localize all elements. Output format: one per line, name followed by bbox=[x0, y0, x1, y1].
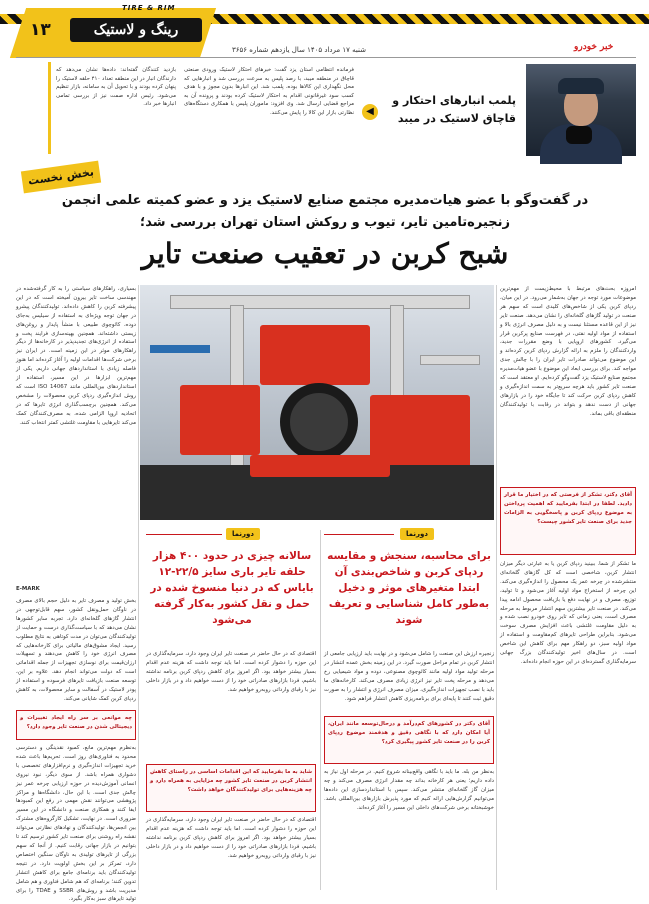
column-mid-left-answer: اقتصادی که در حال حاضر در صنعت تایر ایران وجود دارد، سرمایه‌گذاری در این حوزه را دشوار کرده است. اما باید توجه داشت که هزینه عدم اقدام بسیار بیشتر خواهد بود. اگر امروز برای کاهش ردپای کربن برنامه نداشته باشیم، فردا بازارهای صادراتی خود را از دست خواهیم داد و در بازار داخلی نیز با رقبای وارداتی روبه‌رو خواهیم شد. bbox=[146, 817, 316, 859]
column-divider bbox=[138, 285, 139, 890]
strip-accent-bar bbox=[48, 62, 51, 154]
strip-headline[interactable]: پلمب انبارهای احتکار و قاچاق لاستیک در میبد bbox=[392, 94, 516, 125]
page-header bbox=[0, 0, 649, 60]
column-left-intro: بسیاری، راهکارهای سیاستی را به کار گرفته‌شده در مهندسی ساخت تایر بیرون آمیخته است که در این پیشرفته کربن را کاهش داده‌اند. تولیدکنندگان پیشرو در جهان توجه ویژه‌ای به استفاده از سیلیس به‌جای دوده، کائوچوی طبیعی با منشأ پایدار و روغن‌های زیستی داشته‌اند. همچنین بهینه‌سازی فرایند پخت و استفاده از انرژی‌های تجدیدپذیر در کارخانه‌ها از دیگر راهکارهای موثر در این زمینه است. در ایران نیز برخی شرکت‌ها اقدامات اولیه را آغاز کرده‌اند اما هنوز فاصله زیادی با استانداردهای جهانی داریم. یکی از مهم‌ترین ابزارها در این مسیر، استفاده از استانداردهای بین‌المللی مانند ISO 14067 است که روش اندازه‌گیری ردپای کربن محصولات را مشخص می‌کند. همچنین برچسب‌گذاری انرژی تایرها که در اتحادیه اروپا الزامی شده، به مصرف‌کنندگان کمک می‌کند تایرهایی با مقاومت غلتشی کمتر انتخاب کنند. bbox=[16, 286, 136, 426]
pullquote-rule bbox=[324, 534, 394, 535]
issue-date: شنبه ۱۷ مرداد ۱۴۰۵ سال یازدهم شماره ۳۶۵۶ bbox=[232, 46, 366, 54]
column-mid-right: زنجیره ارزش این صنعت را شامل می‌شود و در نهایت باید ارزیابی جامعی از انتشار کربن در تمام مراحل صورت گیرد. در این زمینه بخش عمده انتشار در مرحله تولید مواد اولیه مانند کائوچوی مصنوعی، دوده و مواد شیمیایی رخ می‌دهد و مرحله پخت تایر نیز انرژی زیادی مصرف می‌کند. کارخانه‌های ما باید با نصب تجهیزات اندازه‌گیری، میزان مصرف انرژی و انتشار را به صورت دقیق ثبت کنند تا پایه‌ای برای برنامه‌ریزی کاهش انتشار فراهم شود. bbox=[324, 651, 494, 702]
question-box-1: آقای دکتر، تشکر از فرصتی که در اختیار ما قرار دادید. لطفا در ابتدا بفرمایید که اهمیت پرداختن به موضوع ردپای کربن و پاسخگویی به الزامات جدید برای صنعت تایر کشور چیست؟ bbox=[500, 487, 636, 555]
pullquote-tag-left: دورنما bbox=[226, 528, 260, 540]
article-subtitle bbox=[40, 190, 610, 234]
column-divider bbox=[496, 285, 497, 890]
photo-rail bbox=[150, 345, 210, 353]
pullquote-right: برای محاسبه، سنجش و مقایسه ردپای کربن و شاخص‌بندی آن ابتدا متغیرهای موثر و دخیل به‌طور کامل شناسایی و تعریف شوند bbox=[327, 550, 491, 626]
photo-cap bbox=[558, 78, 604, 94]
photo-gantry bbox=[170, 295, 470, 309]
column-left-answer: به‌نظرم مهم‌ترین مانع، کمبود نقدینگی و دسترسی محدود به فناوری‌های روز است. تحریم‌ها باعث شده خرید تجهیزات اندازه‌گیری و نرم‌افزارهای تخصصی با دشواری همراه باشد. از سوی دیگر، نبود نیروی انسانی آموزش‌دیده در حوزه ارزیابی چرخه عمر نیز چالش جدی است. با این حال، دانشگاه‌ها و مراکز پژوهشی می‌توانند نقش مهمی در رفع این کمبودها ایفا کنند و همکاری صنعت و دانشگاه در این مسیر ضروری است. در نهایت، تشکیل کارگروه‌های مشترک بین انجمن‌ها، تولیدکنندگان و نهادهای نظارتی می‌تواند نقشه راه روشنی برای صنعت تایر کشور ترسیم کند تا بتوانیم در بازار جهانی رقابت کنیم. از آنجا که سهم بزرگی از تایرهای تولیدی به ناوگان سنگین اختصاص دارد، تمرکز بر این بخش اولویت دارد. در نتیجه تولیدکنندگان باید برنامه‌ای جامع برای کاهش انتشار تدوین کنند؛ برنامه‌ای که هم شامل فناوری و هم شامل مدیریت باشد و روش‌های SSBR و TDAE را برای تولید تایرهای سبز به‌کار بگیرد. bbox=[16, 745, 136, 903]
pullquote-left: سالانه چیزی در حدود ۴۰۰ هزار حلقه تایر باری سایز ۲۲/۵-۱۲ بایاس که در دنیا منسوخ شده در حمل و نقل کشور به‌کار گرفته می‌شود bbox=[150, 550, 314, 626]
strip-body-b: بازدید کنندگان گفته‌اند: داده‌ها نشان می‌دهد که دارندگان انبار در این منطقه تعداد ۴۱۰ حلقه لاستیک را پنهان کرده بودند و با تحویل آن به سامانه، بازار تنظیم می‌شود. رئیس اداره صمت نیز از بررسی تمامی انبارها خبر داد. bbox=[56, 67, 176, 108]
arrow-left-icon[interactable]: ◀ bbox=[362, 104, 378, 120]
column-mid-left: اقتصادی که در حال حاضر در صنعت تایر ایران وجود دارد، سرمایه‌گذاری در این حوزه را دشوار کرده است. اما باید توجه داشت که هزینه عدم اقدام بسیار بیشتر خواهد بود. اگر امروز برای کاهش ردپای کربن برنامه نداشته باشیم، فردا بازارهای صادراتی خود را از دست خواهیم داد و در بازار داخلی نیز با رقبای وارداتی روبه‌رو خواهیم شد. bbox=[146, 651, 316, 693]
question-box-2: آقای دکتر در کشورهای کم‌درآمد و درحال‌توسعه مانند ایران، آیا امکان دارد که با نگاهی دقیق و هدفمند موضوع ردپای کربن را در صنعت تایر کشور پیگیری کرد؟ bbox=[324, 716, 494, 764]
subtitle-line-1: در گفت‌وگو با عضو هیات‌مدیره مجتمع صنایع لاستیک یزد و عضو کمیته علمی انجمن bbox=[61, 193, 589, 208]
page-number: ۱۳ bbox=[30, 20, 51, 40]
section-logo: رینگ و لاستیک bbox=[70, 18, 202, 42]
microphone-icon bbox=[566, 126, 592, 144]
photo-red-frame bbox=[260, 325, 370, 385]
publisher-logo: خبر خودرو bbox=[574, 42, 614, 52]
section-tag: TIRE & RIM bbox=[122, 4, 176, 12]
subtitle-line-2: زنجیره‌تامین تایر، تیوب و روکش استان تهران بررسی شد؛ bbox=[140, 215, 510, 230]
photo-tire bbox=[280, 383, 358, 461]
column-right-answer: ما تشکر از شما. ببینید ردپای کربن یا به عبارتی دیگر میزان انتشار کربن، شاخصی است که کل گازهای گلخانه‌ای منتشرشده در چرخه عمر یک محصول را اندازه‌گیری می‌کند. این چرخه از استخراج مواد اولیه آغاز می‌شود و تا تولید، توزیع، مصرف و در نهایت دفع یا بازیافت محصول ادامه پیدا می‌کند. در صنعت تایر بیشترین سهم انتشار مربوط به مرحله مصرف است، یعنی زمانی که تایر روی خودرو نصب شده و به دلیل مقاومت غلتشی باعث افزایش مصرف سوخت می‌شود. بنابراین طراحی تایرهای کم‌مقاومت و استفاده از مواد اولیه سبز، دو راهکار مهم برای کاهش این شاخص است. در سال‌های اخیر تولیدکنندگان بزرگ جهانی سرمایه‌گذاری گسترده‌ای در این حوزه انجام داده‌اند. bbox=[500, 561, 636, 665]
emark-label: E-MARK bbox=[16, 586, 40, 592]
pullquote-rule bbox=[146, 534, 222, 535]
series-kicker: بخش نخست bbox=[21, 161, 101, 194]
photo-red-frame bbox=[180, 385, 260, 455]
column-divider bbox=[320, 530, 321, 890]
strip-body-a: فرمانده انتظامی استان یزد گفت: خبرهای احتکار لاستیک ورودی صنعتی قاچاق در منطقه میبد، با رصد پلیس به سرعت بررسی شد و انبارهایی که محل نگهداری این کالاها بوده، پلمب شد. این انبارها بدون مجوز و با هدف کسب سود غیرقانونی اقدام به احتکار لاستیک کرده بودند و پرونده آن به مراجع قضایی ارسال شد. وی افزود: ماموران پلیس با همکاری دستگاه‌های نظارتی بازار این کالا را پایش می‌کنند. bbox=[184, 67, 354, 116]
column-mid-answer: به‌نظر من بله. ما باید با نگاهی واقع‌بینانه شروع کنیم. در مرحله اول نیاز به داده داریم؛ یعنی هر کارخانه بداند چه مقدار انرژی مصرف می‌کند و چه میزان گاز گلخانه‌ای منتشر می‌کند. سپس با استانداردسازی این داده‌ها می‌توانیم گزارش‌هایی ارائه کنیم که مورد پذیرش بازارهای بین‌المللی باشد. خوشبختانه برخی شرکت‌های داخلی این مسیر را آغاز کرده‌اند. bbox=[324, 769, 494, 811]
photo-red-base bbox=[250, 455, 390, 477]
question-box-left: چه موانعی بر سر راه ایجاد تغییرات و دیجیتالی شدن در صنعت تایر وجود دارد؟ bbox=[16, 710, 136, 740]
column-left-middle: بخش تولید و مصرف تایر به دلیل حجم بالای مصرف در ناوگان حمل‌ونقل کشور، سهم قابل‌توجهی در انتشار گازهای گلخانه‌ای دارد. تجربه سایر کشورها نشان می‌دهد که با سیاست‌گذاری درست و حمایت از تولیدکنندگان می‌توان در مدت کوتاهی به نتایج مطلوب رسید. ایجاد مشوق‌های مالیاتی برای کارخانه‌هایی که مصرف انرژی خود را کاهش می‌دهند و تسهیلات ارزان‌قیمت برای نوسازی تجهیزات از جمله اقداماتی است که دولت می‌تواند انجام دهد. علاوه بر این، توسعه صنعت بازیافت تایرهای فرسوده و استفاده از پودر لاستیک در آسفالت و سایر محصولات، به کاهش ردپای کربن کمک شایانی می‌کند. bbox=[16, 598, 136, 702]
photo-arm bbox=[420, 355, 480, 365]
column-right-intro: امروزه بحث‌های مرتبط با محیط‌زیست از مهم‌ترین موضوعات مورد توجه در جهان به‌شمار می‌رود. در این میان، ردپای کربن یکی از شاخص‌های کلیدی است که سهم هر صنعت در تولید گازهای گلخانه‌ای را نشان می‌دهد. صنعت تایر نیز از این قاعده مستثنا نیست و به دلیل مصرف انرژی بالا و استفاده از مواد اولیه نفتی، در فهرست صنایع پرکربن قرار می‌گیرد. کشورهای اروپایی با وضع مقررات جدید، واردکنندگان را ملزم به ارائه گزارش ردپای کربن کرده‌اند و این موضوع می‌تواند صادرات تایر ایران را با چالش جدی مواجه کند. برای بررسی ابعاد این موضوع با عضو هیات‌مدیره مجتمع صنایع لاستیک یزد گفت‌وگو کرده‌ایم. او معتقد است که صنعت تایر کشور باید هرچه سریع‌تر به سمت اندازه‌گیری و کاهش ردپای کربن حرکت کند تا جایگاه خود را در بازارهای جهانی از دست ندهد و بتواند در رقابت با تولیدکنندگان منطقه‌ای باقی بماند. bbox=[500, 286, 636, 417]
question-box-3: شاید به ما بفرمایید که این اقدامات اساسی در راستای کاهش انتشار کربن در صنعت تایر کشور چه مزایایی به همراه دارد و چه هزینه‌هایی برای تولیدکنندگان خواهد داشت؟ bbox=[146, 764, 316, 812]
police-commander-photo bbox=[526, 64, 636, 156]
article-title: شبح کربن در تعقیب صنعت تایر bbox=[141, 237, 509, 270]
tire-machine-photo bbox=[140, 285, 494, 520]
header-rule bbox=[16, 57, 636, 58]
pullquote-tag-right: دورنما bbox=[400, 528, 434, 540]
news-strip bbox=[16, 62, 636, 158]
